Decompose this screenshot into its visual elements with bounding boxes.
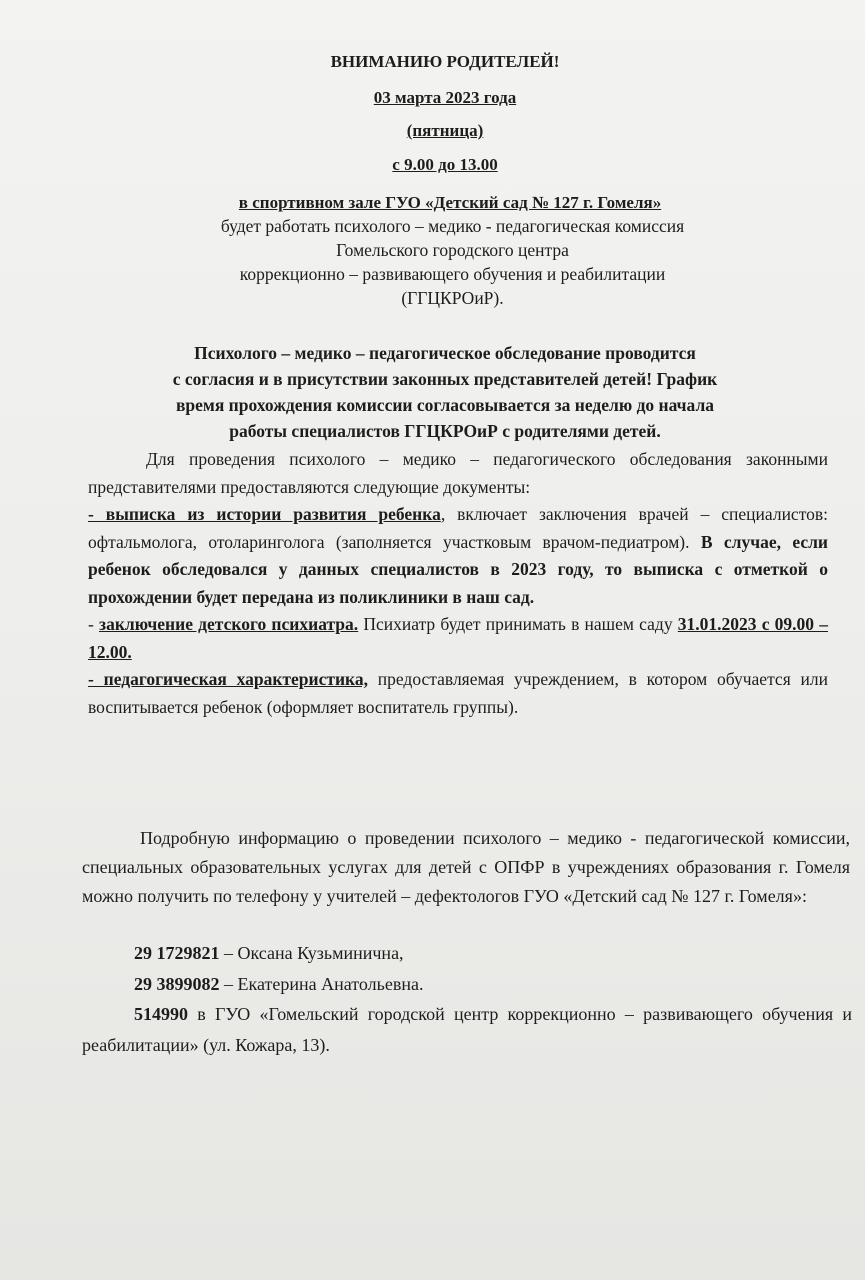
event-day: (пятница) xyxy=(406,121,484,140)
contact-phone: 29 1729821 xyxy=(134,943,220,963)
doc-item-extract-label: - выписка из истории развития ребенка xyxy=(88,504,441,524)
doc-item-characteristic-label: - педагогическая характеристика, xyxy=(88,669,368,689)
doc-item-psychiatrist-dash: - xyxy=(88,614,100,634)
doc-item-psychiatrist-text: Психиатр будет принимать в нашем саду xyxy=(358,614,678,634)
info-line: (ГГЦКРОиР). xyxy=(401,288,504,308)
more-info-paragraph: Подробную информацию о проведении психолого – медико - педагогической комиссии, специальных образовательных услугах для детей с ОПФР в учреждениях образования г. Гомеля можно получить по телефону у учителей – дефектологов ГУО «Детский сад № 127 г. Гомеля»: xyxy=(82,828,850,906)
documents-section xyxy=(88,446,828,721)
notice-line: Психолого – медико – педагогическое обследование проводится xyxy=(194,343,696,363)
doc-item-psychiatrist-date: 31.01.2023 с 09.00 – 12.00. xyxy=(88,614,828,662)
notice-line: время прохождения комиссии согласовывается за неделю до начала xyxy=(175,395,715,415)
contacts-list xyxy=(82,938,852,1060)
contact-item xyxy=(82,969,852,1000)
event-venue: в спортивном зале ГУО «Детский сад № 127 г. Гомеля» xyxy=(238,193,662,212)
info-line: коррекционно – развивающего обучения и реабилитации xyxy=(239,264,666,284)
info-line: будет работать психолого – медико - педагогическая комиссия xyxy=(220,216,685,236)
doc-item-psychiatrist-label: заключение детского психиатра. xyxy=(99,614,359,634)
info-line: Гомельского городского центра xyxy=(336,240,569,260)
event-time: с 9.00 до 13.00 xyxy=(392,155,498,174)
contact-item xyxy=(82,999,852,1060)
contact-phone: 514990 xyxy=(134,1004,188,1024)
contact-item xyxy=(82,938,852,969)
doc-item-characteristic-text: предоставляемая учреждением, в котором обучается или воспитывается ребенок (оформляет воспитатель группы). xyxy=(88,669,828,717)
commission-info xyxy=(140,214,765,310)
page-title: ВНИМАНИЮ РОДИТЕЛЕЙ! xyxy=(330,52,560,71)
contact-phone: 29 3899082 xyxy=(134,973,220,994)
doc-item-extract-text: , включает заключения врачей – специалистов: офтальмолога, отоларинголога (заполняется участковым врачом-педиатром). xyxy=(88,504,828,552)
contact-name: в ГУО «Гомельский городской центр коррекционно – развивающего обучения и реабилитации» (ул. Кожара, 13). xyxy=(82,1004,852,1055)
consent-notice xyxy=(95,340,795,444)
doc-item-extract-note: В случае, если ребенок обследовался у данных специалистов в 2023 году, то выписка с отметкой о прохождении будет передана из поликлиники в наш сад. xyxy=(88,531,829,607)
contact-name: – Екатерина Анатольевна. xyxy=(219,973,424,994)
notice-line: с согласия и в присутствии законных представителей детей! График xyxy=(172,369,718,389)
notice-line: работы специалистов ГГЦКРОиР с родителями детей. xyxy=(229,421,661,441)
documents-intro: Для проведения психолого – медико – педагогического обследования законными представителями предоставляются следующие документы: xyxy=(88,449,828,497)
contact-name: – Оксана Кузьминична, xyxy=(219,943,404,963)
event-date: 03 марта 2023 года xyxy=(373,88,517,107)
